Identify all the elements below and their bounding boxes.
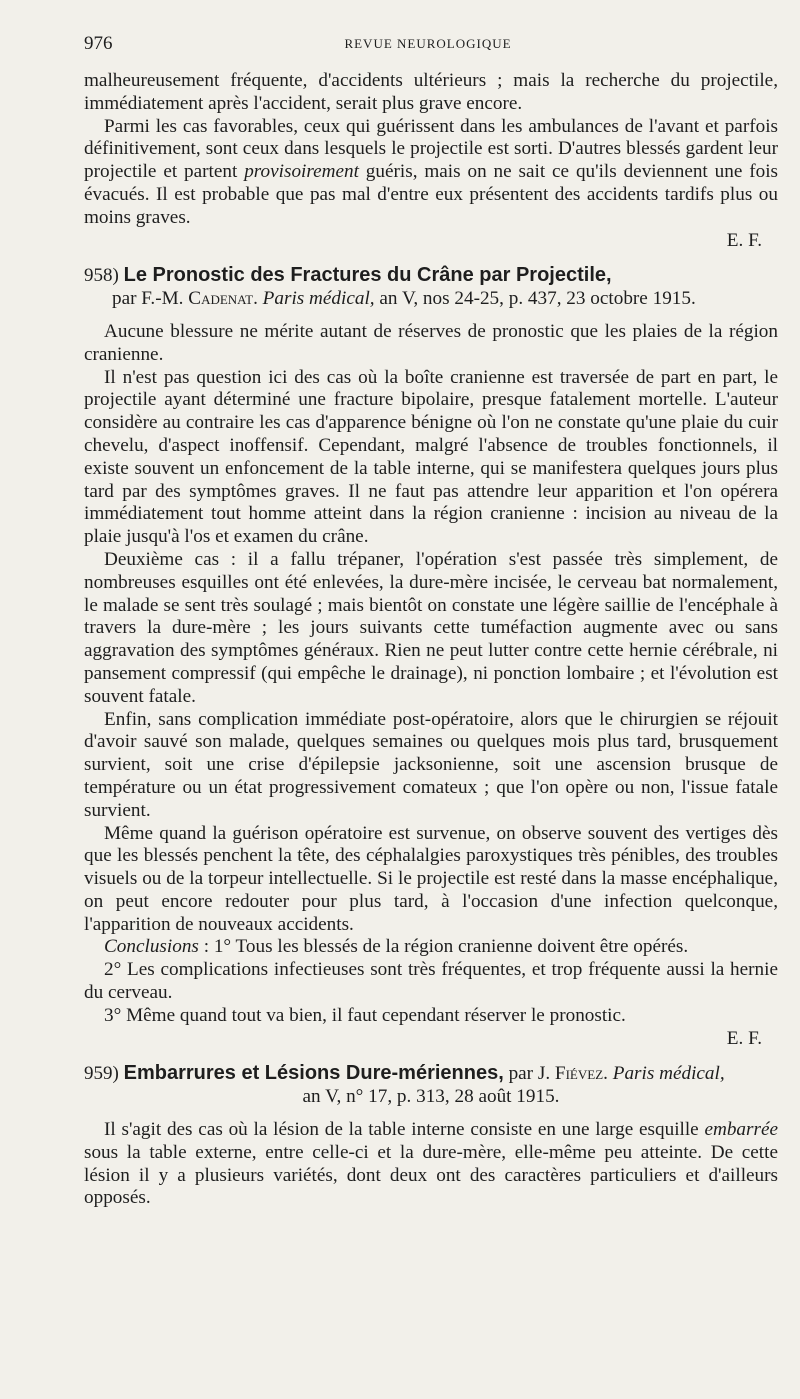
- entry-958: [84, 264, 778, 1050]
- entry-958-by: par F.-M.: [112, 288, 189, 310]
- running-title: REVUE NEUROLOGIQUE: [344, 36, 512, 51]
- intro-signature: E. F.: [726, 229, 762, 251]
- entry-958-signature: E. F.: [726, 1027, 762, 1049]
- entry-958-reference: [84, 288, 778, 311]
- entry-958-paragraph-3: Deuxième cas : il a fallu trépaner, l'opération s'est passée très simplement, de nombreuses esquilles ont été enlevées, la dure-mère incisée, le cerveau bat normalement, le malade se sent très soulagé ; mais bientôt on constate une légère saillie de l'encéphale à travers la dure-mère ; les jours suivants cette tuméfaction augmente avec ou sans aggravation des symptômes généraux. Rien ne peut lutter contre cette hernie cérébrale, ni pansement compressif (qui empêche le drainage), ni ponction lombaire ; et l'évolution est souvent fatale.: [84, 548, 778, 707]
- entry-958-author: Cadenat: [188, 288, 254, 310]
- entry-959-text-b: sous la table externe, entre celle-ci et la dure-mère, elle-même peu atteinte. De cette lésion il y a plusieurs variétés, dont deux ont des caractères particuliers et d'ailleurs opposés.: [84, 1141, 778, 1209]
- entry-959-sep: .: [603, 1063, 613, 1085]
- entry-958-conclusion-2: 2° Les complications infectieuses sont très fréquentes, et trop fréquente aussi la hernie du cerveau.: [84, 959, 778, 1004]
- conclusion-1-text: : 1° Tous les blessés de la région cranienne doivent être opérés.: [198, 936, 689, 958]
- entry-958-title: Le Pronostic des Fractures du Crâne par Projectile,: [123, 264, 612, 287]
- entry-958-heading: [84, 264, 778, 288]
- entry-958-number: 958): [84, 265, 119, 287]
- entry-959-journal: Paris médical,: [612, 1063, 725, 1085]
- intro-paragraph-2: [84, 116, 778, 230]
- entry-958-journal: Paris médical,: [262, 288, 375, 310]
- entry-958-conclusion-1: [84, 936, 778, 959]
- entry-959-number: 959): [84, 1063, 119, 1085]
- page-header: [84, 33, 772, 57]
- entry-958-paragraph-4: Enfin, sans complication immédiate post-opératoire, alors que le chirurgien se réjouit d'avoir sauvé son malade, quelques semaines ou quelques mois plus tard, brusquement survient, soit une crise d'épilepsie jacksonienne, soit une ascension brusque de température ou un état progressivement comateux ; que l'on opère ou non, l'issue fatale survient.: [84, 708, 778, 821]
- entry-958-ref: an V, nos 24-25, p. 437, 23 octobre 1915.: [374, 288, 696, 310]
- conclusions-label: Conclusions: [104, 936, 199, 958]
- entry-959-text-a: Il s'agit des cas où la lésion de la table interne consiste en une large esquille: [104, 1119, 705, 1141]
- entry-959-emphasis: embarrée: [704, 1119, 778, 1141]
- entry-958-paragraph-2: Il n'est pas question ici des cas où la boîte cranienne est traversée de part en part, le projectile ayant déterminé une fracture bipolaire, presque fatalement mortelle. L'auteur considère au contraire les cas d'apparence bénigne où l'on ne constate qu'une plaie du cuir chevelu, d'aspect inoffensif. Cependant, malgré l'absence de troubles fonctionnels, il existe souvent un enfoncement de la table interne, qui se manifestera quelques jours plus tard par des symptômes graves. Il ne faut pas attendre leur apparition et l'on opérera immédiatement tout homme atteint dans la région cranienne : incision au niveau de la plaie jusqu'à l'os et examen du crâne.: [84, 366, 778, 548]
- page-number: 976: [84, 33, 113, 54]
- page-body: [84, 70, 778, 1210]
- entry-959: [84, 1062, 778, 1210]
- intro-text-b: guéris, mais on ne sait ce qu'ils deviennent une fois évacués. Il est probable que pas mal d'entre eux présentent des accidents tardifs plus ou moins graves.: [84, 161, 778, 228]
- entry-958-paragraph-5: Même quand la guérison opératoire est survenue, on observe souvent des vertiges dès que les blessés penchent la tête, des céphalalgies paroxystiques très pénibles, des troubles visuels ou de la torpeur intellectuelle. Si le projectile est resté dans la masse encéphalique, on peut encore redouter pour plus tard, à l'occasion d'une infection quelconque, l'apparition de nouveaux accidents.: [84, 822, 778, 935]
- entry-959-heading: [84, 1062, 778, 1086]
- entry-959-reference: an V, n° 17, p. 313, 28 août 1915.: [302, 1086, 560, 1108]
- intro-emphasis: provisoirement: [244, 161, 359, 183]
- intro-paragraph-1: malheureusement fréquente, d'accidents ultérieurs ; mais la recherche du projectile, immédiatement après l'accident, serait plus grave encore.: [84, 70, 778, 114]
- intro-text-a: Parmi les cas favorables, ceux qui guérissent dans les ambulances de l'avant et parfois définitivement, sont ceux dans lesquels le projectile est sorti. D'autres blessés gardent leur projectile et partent: [84, 115, 778, 183]
- entry-959-by: par J.: [503, 1063, 555, 1085]
- entry-959-title: Embarrures et Lésions Dure-mériennes,: [123, 1062, 504, 1085]
- entry-958-paragraph-1: Aucune blessure ne mérite autant de réserves de pronostic que les plaies de la région cranienne.: [84, 320, 778, 365]
- entry-959-paragraph-1: [84, 1119, 778, 1210]
- entry-958-sep: .: [253, 288, 263, 310]
- entry-959-author: Fiévez: [554, 1063, 604, 1085]
- entry-958-conclusion-3: 3° Même quand tout va bien, il faut cependant réserver le pronostic.: [104, 1004, 626, 1026]
